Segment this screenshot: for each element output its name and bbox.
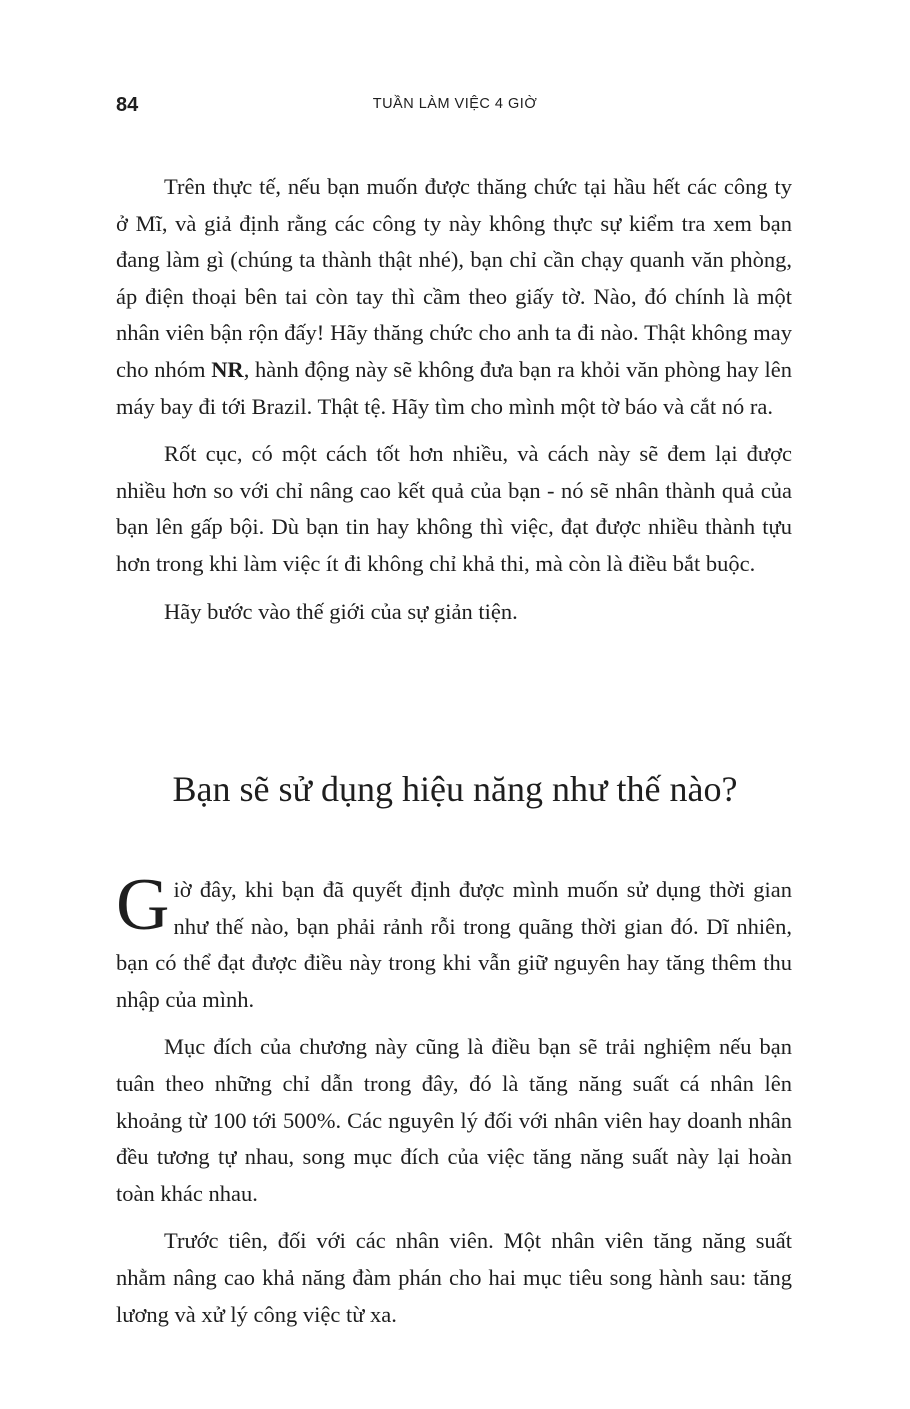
bold-term: NR [211, 356, 244, 382]
paragraph-text: Trên thực tế, nếu bạn muốn được thăng chức tại hầu hết các công ty ở Mĩ, và giả định rằng các công ty này không thực sự kiểm tra xem bạn đang làm gì (chúng ta thành thật nhé), bạn chỉ cần chạy quanh văn phòng, áp điện thoại bên tai còn tay thì cầm theo giấy tờ. Nào, đó chính là một nhân viên bận rộn đấy! Hãy thăng chức cho anh ta đi nào. Thật không may cho nhóm [116, 174, 792, 382]
paragraph: Trước tiên, đối với các nhân viên. Một nhân viên tăng năng suất nhằm nâng cao khả năng đàm phán cho hai mục tiêu song hành sau: tăng lương và xử lý công việc từ xa. [116, 1228, 792, 1327]
section-heading: Bạn sẽ sử dụng hiệu năng như thế nào? [172, 769, 738, 809]
paragraph-text: iờ đây, khi bạn đã quyết định được mình muốn sử dụng thời gian như thế nào, bạn phải rảnh rỗi trong quãng thời gian đó. Dĩ nhiên, bạn có thể đạt được điều này trong khi vẫn giữ nguyên hay tăng thêm thu nhập của mình. [116, 877, 792, 1012]
drop-cap: G [116, 864, 170, 946]
paragraph: Hãy bước vào thế giới của sự giản tiện. [164, 598, 518, 624]
paragraph [116, 169, 792, 425]
section-1-body [116, 169, 792, 641]
paragraph-text: , hành động này sẽ không đưa bạn ra khỏi văn phòng hay lên máy bay đi tới Brazil. Thật tệ. Hãy tìm cho mình một tờ báo và cắt nó ra. [116, 356, 792, 419]
paragraph: Rốt cục, có một cách tốt hơn nhiều, và cách này sẽ đem lại được nhiều hơn so với chỉ nâng cao kết quả của bạn - nó sẽ nhân thành quả của bạn lên gấp bội. Dù bạn tin hay không thì việc, đạt được nhiều thành tựu hơn trong khi làm việc ít đi không chỉ khả thi, mà còn là điều bắt buộc. [116, 441, 792, 576]
paragraph: Mục đích của chương này cũng là điều bạn sẽ trải nghiệm nếu bạn tuân theo những chỉ dẫn trong đây, đó là tăng năng suất cá nhân lên khoảng từ 100 tới 500%. Các nguyên lý đối với nhân viên hay doanh nhân đều tương tự nhau, song mục đích của việc tăng năng suất này lại hoàn toàn khác nhau. [116, 1034, 792, 1206]
page-number: 84 [116, 94, 139, 116]
paragraph [116, 864, 792, 1018]
running-header: TUẦN LÀM VIỆC 4 GIỜ [372, 96, 538, 112]
section-2-body [116, 864, 792, 1344]
